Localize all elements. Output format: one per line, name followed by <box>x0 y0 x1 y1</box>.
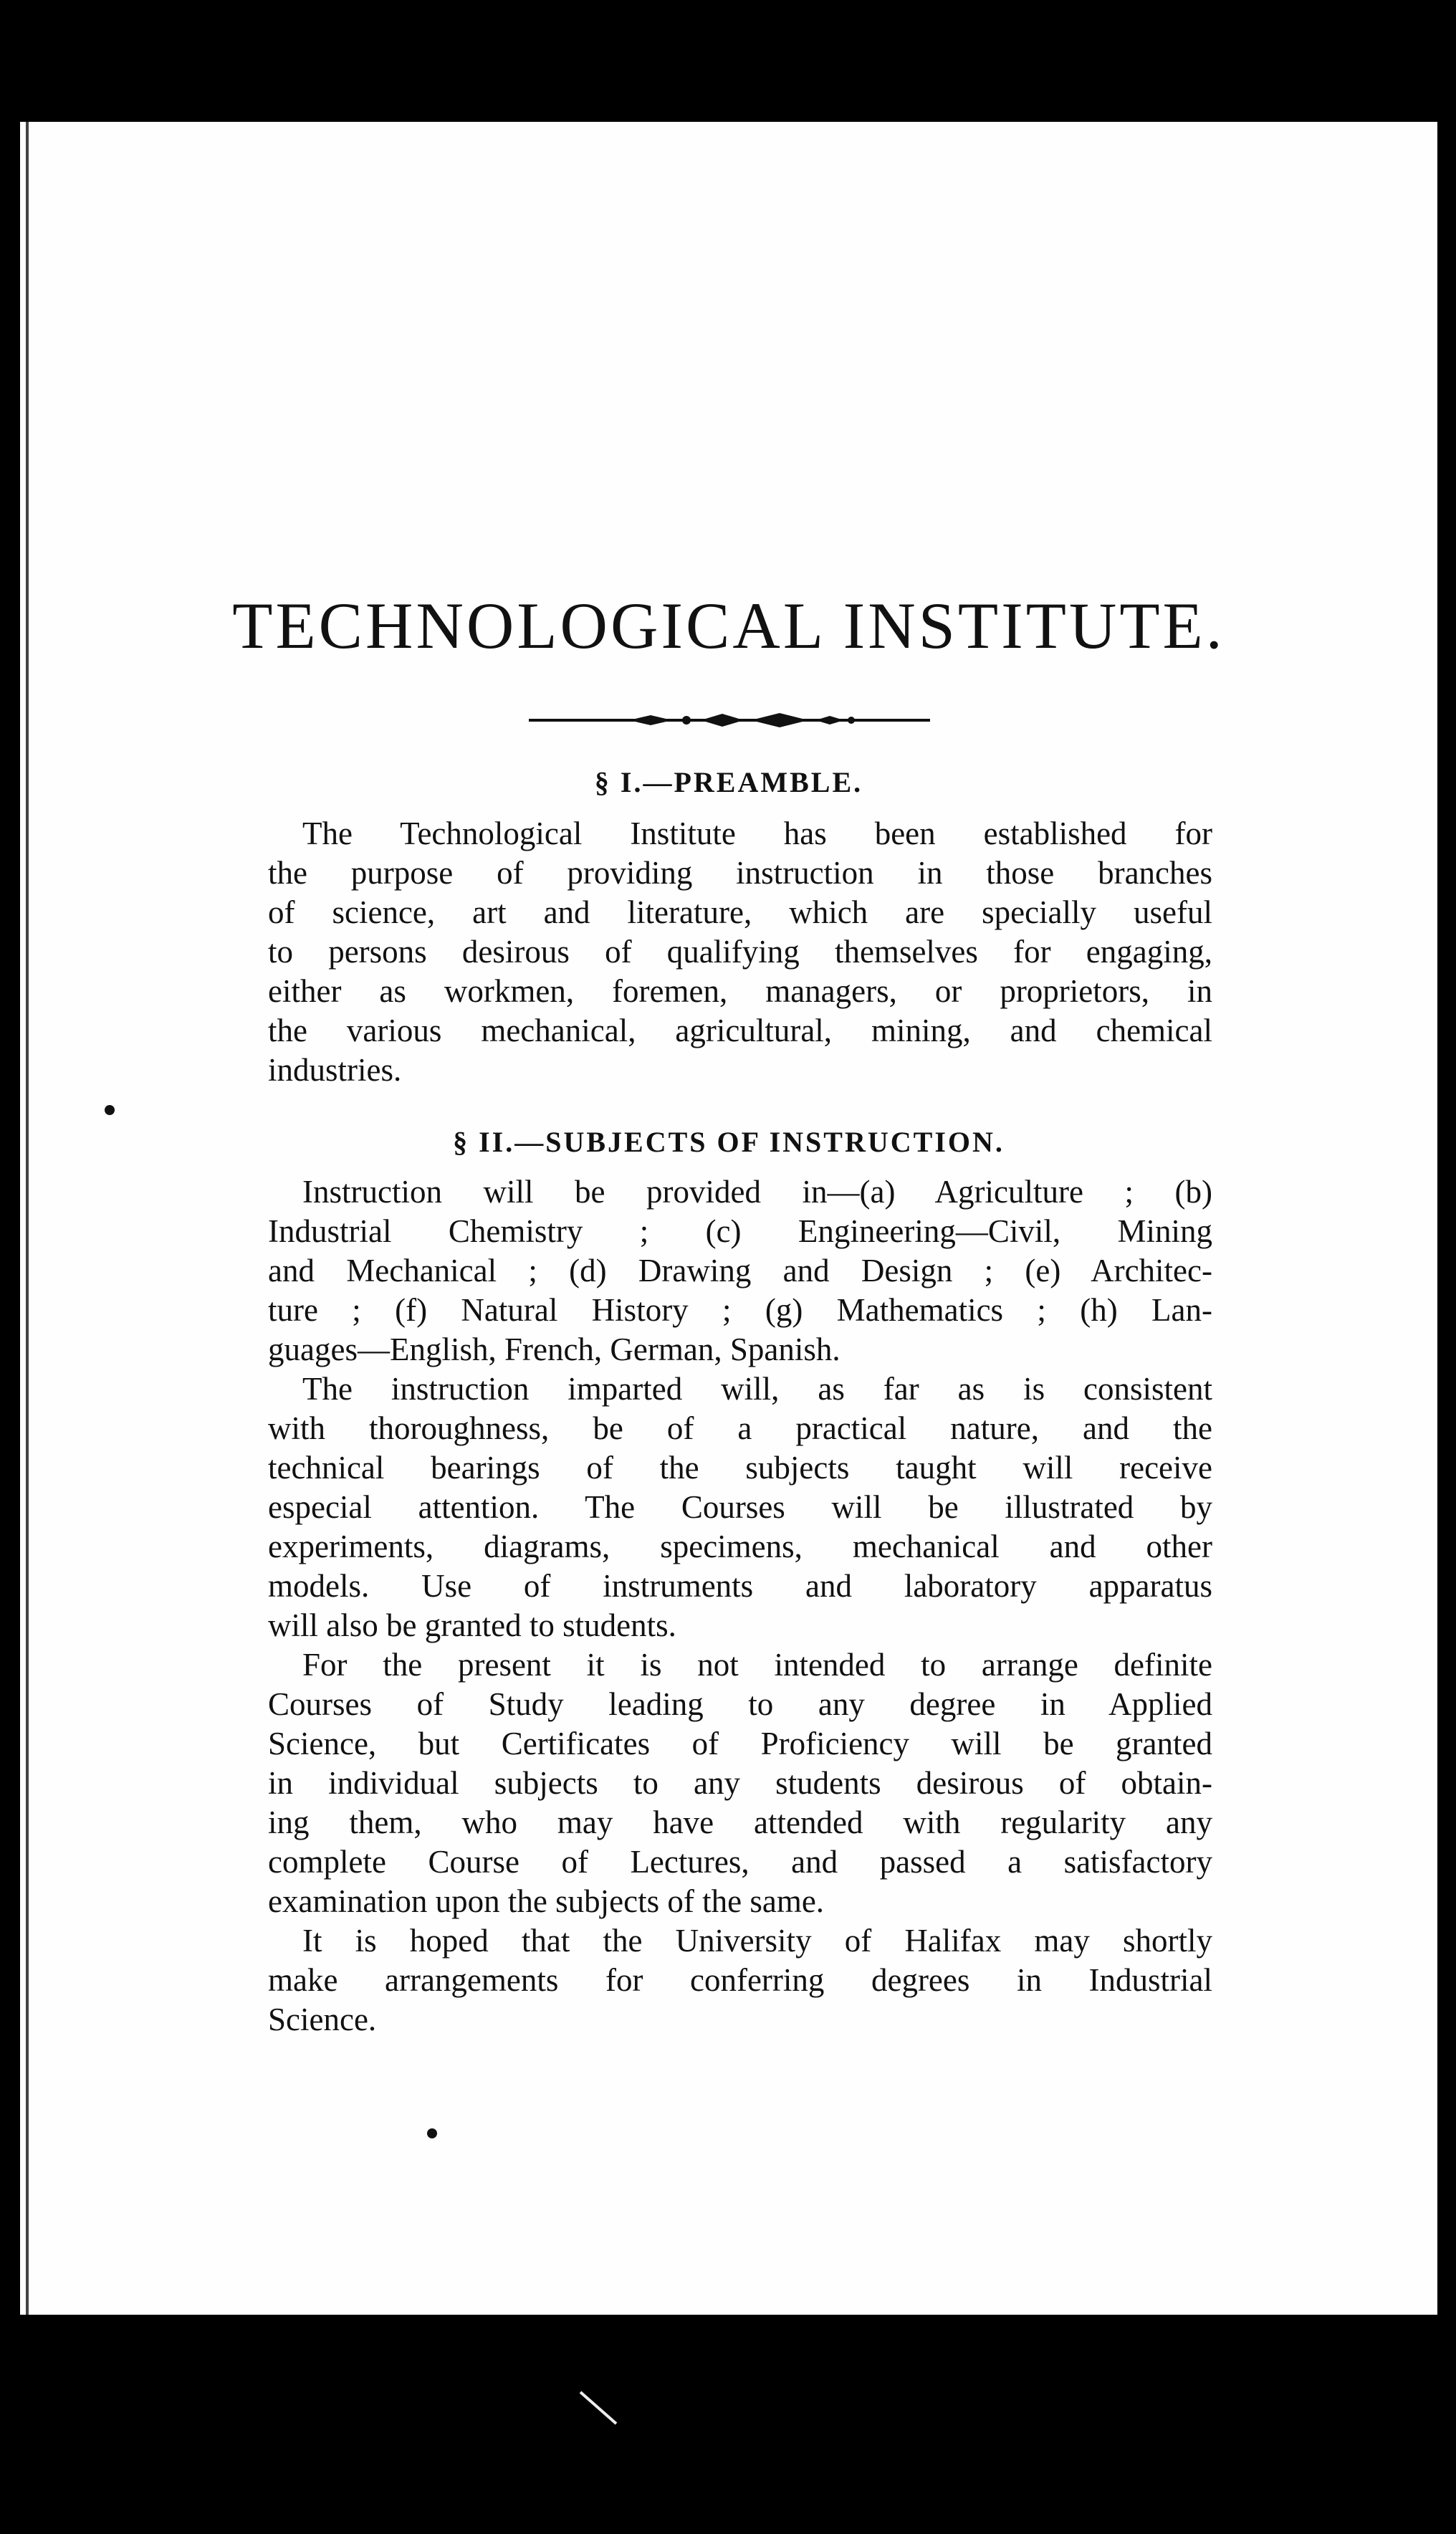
text-line: models. Use of instruments and laboratory apparatus <box>268 1568 1212 1604</box>
text-line: ing them, who may have attended with regularity any <box>268 1804 1212 1840</box>
text-line: For the present it is not intended to arrange definite <box>302 1647 1212 1683</box>
text-line: with thoroughness, be of a practical nature, and the <box>268 1410 1212 1446</box>
text-line: The Technological Institute has been established for <box>302 816 1212 851</box>
text-line: in individual subjects to any students desirous of obtain- <box>268 1765 1212 1801</box>
text-line: Courses of Study leading to any degree in Applied <box>268 1686 1212 1722</box>
text-line: complete Course of Lectures, and passed a satisfactory <box>268 1844 1212 1880</box>
scan-artifact-mark <box>573 2386 631 2429</box>
text-line: especial attention. The Courses will be illustrated by <box>268 1489 1212 1525</box>
text-line: Science, but Certificates of Proficiency will be granted <box>268 1726 1212 1761</box>
text-line: experiments, diagrams, specimens, mechanical and other <box>268 1529 1212 1564</box>
text-line: ture ; (f) Natural History ; (g) Mathematics ; (h) Lan- <box>268 1292 1212 1328</box>
subjects-paragraph-3 <box>268 1645 1212 1921</box>
text-line: The instruction imparted will, as far as is consistent <box>302 1371 1212 1407</box>
text-line: to persons desirous of qualifying themselves for engaging, <box>268 934 1212 970</box>
text-line: Industrial Chemistry ; (c) Engineering—Civil, Mining <box>268 1213 1212 1249</box>
text-line: either as workmen, foremen, managers, or proprietors, in <box>268 973 1212 1009</box>
scan-border-top <box>0 0 1456 122</box>
text-line: technical bearings of the subjects taught will receive <box>268 1450 1212 1486</box>
subjects-paragraph-4 <box>268 1921 1212 2040</box>
text-line: and Mechanical ; (d) Drawing and Design ; (e) Architec- <box>268 1253 1212 1288</box>
ornament-divider-icon <box>514 699 944 742</box>
page-title: TECHNOLOGICAL INSTITUTE. <box>232 589 1225 662</box>
text-line: Science. <box>268 2002 377 2037</box>
text-line: It is hoped that the University of Halifax may shortly <box>302 1923 1212 1959</box>
preamble-paragraph <box>268 814 1212 1090</box>
page-edge-line <box>26 122 29 2315</box>
text-line: of science, art and literature, which are specially useful <box>268 894 1212 930</box>
document-page <box>20 122 1437 2315</box>
ink-speck <box>427 2128 437 2138</box>
text-line: will also be granted to students. <box>268 1607 676 1643</box>
ink-speck <box>105 1105 115 1115</box>
scan-border-right <box>1437 0 1456 2534</box>
text-line: examination upon the subjects of the same. <box>268 1883 825 1919</box>
section-heading-subjects: § II.—SUBJECTS OF INSTRUCTION. <box>453 1126 1005 1158</box>
subjects-paragraph-2 <box>268 1369 1212 1645</box>
text-line: the purpose of providing instruction in those branches <box>268 855 1212 891</box>
section-heading-preamble: § I.—PREAMBLE. <box>594 766 863 798</box>
scan-border-left <box>0 0 20 2534</box>
text-line: Instruction will be provided in—(a) Agriculture ; (b) <box>302 1174 1212 1210</box>
text-line: the various mechanical, agricultural, mining, and chemical <box>268 1013 1212 1048</box>
text-line: guages—English, French, German, Spanish. <box>268 1331 840 1367</box>
text-line: industries. <box>268 1052 402 1088</box>
text-line: make arrangements for conferring degrees in Industrial <box>268 1962 1212 1998</box>
subjects-paragraph-1 <box>268 1172 1212 1369</box>
